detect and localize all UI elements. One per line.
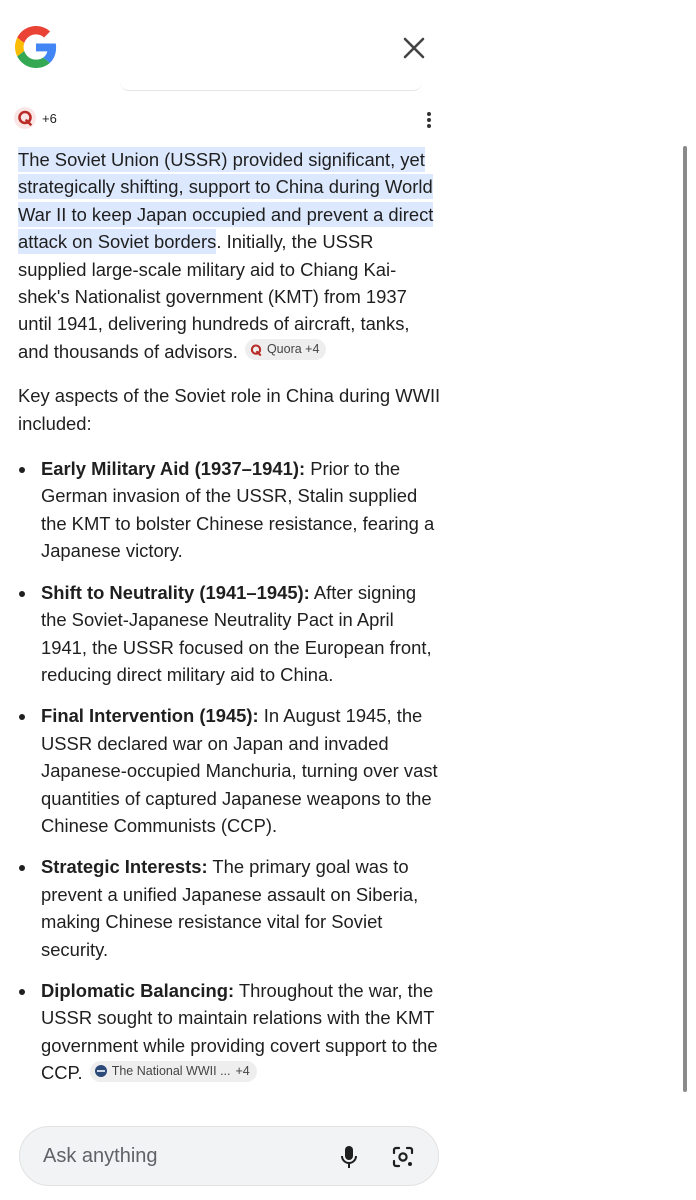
answer-content <box>18 146 442 1101</box>
quora-icon <box>250 344 262 356</box>
list-item: Early Military Aid (1937–1941): Prior to the German invasion of the USSR, Stalin supplied the KMT to bolster Chinese resistance, fearing a Japanese victory. <box>18 455 442 565</box>
source-chip-wwii[interactable]: The National WWII ... +4 <box>90 1061 257 1082</box>
scrollbar[interactable] <box>683 146 687 1092</box>
list-item: Strategic Interests: The primary goal was to prevent a unified Japanese assault on Siberia, making Chinese resistance vital for Soviet security. <box>18 853 442 963</box>
top-bar <box>0 0 696 100</box>
google-g-icon <box>15 26 57 68</box>
mic-icon <box>341 1145 357 1169</box>
more-vert-icon <box>426 111 432 129</box>
sources-row[interactable] <box>14 106 57 130</box>
list-item: Shift to Neutrality (1941–1945): After signing the Soviet-Japanese Neutrality Pact in April 1941, the USSR focused on the European front, reducing direct military aid to China. <box>18 579 442 689</box>
aspects-list <box>18 455 442 1087</box>
answer-paragraph: The Soviet Union (USSR) provided significant, yet strategically shifting, support to China during World War II to keep Japan occupied and prevent a direct attack on Soviet borders. Initially, the USSR supplied large-scale military aid to Chiang Kai-shek's Nationalist government (KMT) from 1937 until 1941, delivering hundreds of aircraft, tanks, and thousands of advisors. Quora +4 <box>18 149 434 362</box>
google-lens-button[interactable] <box>389 1143 417 1171</box>
sheet-handle <box>120 82 422 91</box>
key-aspects-intro: Key aspects of the Soviet role in China during WWII included: <box>18 385 441 434</box>
lens-icon <box>391 1145 415 1169</box>
quora-source-icon <box>14 107 36 129</box>
highlighted-summary: The Soviet Union (USSR) provided significant, yet strategically shifting, support to China during World War II to keep Japan occupied and prevent a direct attack on Soviet borders <box>18 149 434 253</box>
ask-bar <box>19 1126 439 1186</box>
sources-count: +6 <box>42 110 57 126</box>
more-options-button[interactable] <box>418 108 440 132</box>
close-button[interactable] <box>396 30 432 66</box>
answer-body: Initially, the USSR supplied large-scale military aid to Chiang Kai-shek's Nationalist government (KMT) from 1937 until 1941, delivering hundreds of aircraft, tanks, and thousands of advisors. <box>18 231 410 362</box>
source-chip-quora[interactable]: Quora +4 <box>245 339 326 360</box>
wwii-museum-icon <box>95 1065 107 1077</box>
list-item: Final Intervention (1945): In August 1945, the USSR declared war on Japan and invaded Japanese-occupied Manchuria, turning over vast quantities of captured Japanese weapons to the Chinese Communists (CCP). <box>18 702 442 839</box>
voice-input-button[interactable] <box>335 1143 363 1171</box>
close-icon <box>403 37 425 59</box>
ask-input[interactable] <box>41 1144 325 1169</box>
list-item: Diplomatic Balancing: Throughout the war, the USSR sought to maintain relations with the KMT government while providing covert support to the CCP. The National WWII ... +4 <box>18 977 442 1087</box>
